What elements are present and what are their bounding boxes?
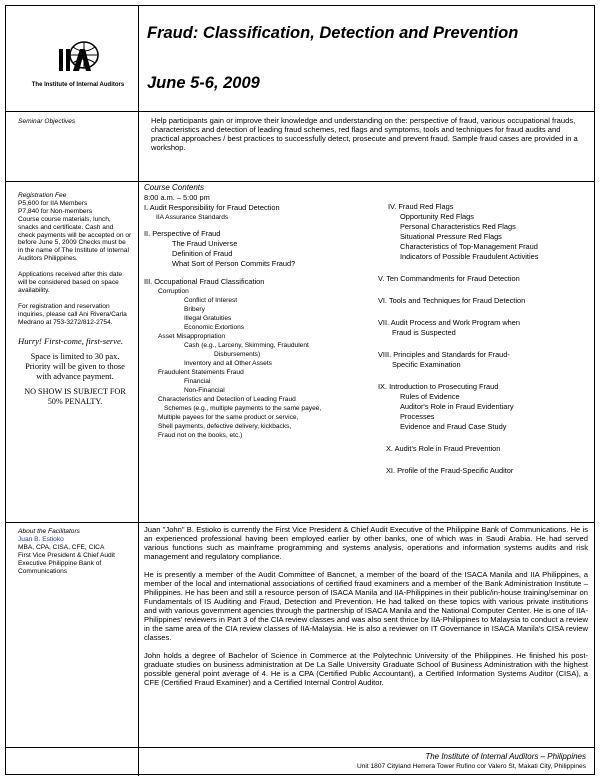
footer-address: Unit 1807 Cityland Herrera Tower Rufino cor Valero St, Makati City, Philippines (356, 763, 586, 770)
section-4: IV. Fraud Red Flags (388, 202, 454, 211)
logo-name: The Institute of Internal Auditors (31, 82, 125, 88)
section-2: II. Perspective of Fraud (144, 229, 221, 238)
space-note: Space is limited to 30 pax. Priority will be given to those with advance payment. (25, 351, 125, 381)
section-8-cont: Specific Examination (392, 360, 461, 369)
list-item: Rules of Evidence (400, 392, 460, 401)
footer-org: The Institute of Internal Auditors – Philippines (425, 752, 586, 761)
course-contents-right (378, 202, 590, 476)
column-divider (138, 6, 139, 776)
list-item: Shell payments, defective delivery, kickbacks, (158, 423, 292, 430)
subsection-statements: Fraudulent Statements Fraud (158, 369, 244, 376)
registration-info (18, 192, 132, 407)
subsection-asset: Asset Misappropriation (158, 333, 226, 340)
section-1: I. Audit Responsibility for Fraud Detection (144, 203, 280, 212)
hurry-note: Hurry! First-come, first-serve. (18, 335, 124, 346)
fee-members: P5,600 for IIA Members (18, 199, 88, 207)
list-item: Fraud not on the books, etc.) (158, 432, 243, 439)
facilitator-name: Juan B. Estioko (18, 535, 64, 543)
fee-details: Course course materials, lunch, snacks and certificate. Cash and check payments will be accepted on or before June 5, 2009 Checks must be in the name of The Institute of Internal Auditors Philippines. (18, 215, 132, 263)
list-item: Indicators of Possible Fraudulent Activities (400, 252, 539, 261)
list-item: Auditor's Role in Fraud Evidentiary (400, 402, 514, 411)
list-item: Cash (e.g., Larceny, Skimming, Fraudulent (184, 342, 309, 349)
section-9: IX. Introduction to Prosecuting Fraud (378, 382, 499, 391)
list-item: Financial (184, 378, 211, 385)
divider (6, 747, 594, 748)
bio-paragraph-1: Juan "John" B. Estioko is currently the First Vice President & Chief Audit Executive of the Philippine Bank of Communications. He is an experienced professional having been employed earlier by other banks, one of which was in Saudi Arabia. He had served various functions such as mainframe programming and systems analysis, operations and information systems audits and risk management and regulatory compliance. (144, 525, 588, 561)
page-title: Fraud: Classification, Detection and Prevention (147, 24, 519, 42)
fee-nonmembers: P7,840 for Non-members (18, 207, 93, 215)
iia-logo (28, 41, 128, 89)
subsection-characteristics: Characteristics and Detection of Leading Fraud (158, 396, 296, 403)
registration-title: Registration Fee (18, 192, 67, 199)
section-5: V. Ten Commandments for Fraud Detection (378, 274, 520, 283)
facilitator-bio (144, 525, 588, 687)
section-8: VIII. Principles and Standards for Fraud- (378, 350, 510, 359)
list-item: Processes (400, 412, 435, 421)
bio-paragraph-3: John holds a degree of Bachelor of Science in Commerce at the Polytechnic University of the Philippines. He finished his post-graduate studies on business administration at De La Salle University Graduate School of Business Administration with the highest possible general point average of 4. He is a CPA (Certified Public Accountant), a Certified Information Systems Auditor (CISA), a CFE (Certified Fraud Examiner) and a Certified Internal Control Auditor. (144, 651, 588, 687)
noshow-note: NO SHOW IS SUBJECT FOR 50% PENALTY. (24, 386, 126, 406)
bio-paragraph-2: He is presently a member of the Audit Committee of Bancnet, a member of the board of the ISACA Manila and IIA Philippines, a member of the local and international associations of certified fraud examiners and a member of the Bank Administration Institute – Philippines. He has been and still a resource person of ISACA Manila and IIA-Philippines in their public/in-house training/seminar on Fundamentals of IS Auditing and Fraud, Detection and Prevention. He had talked on these topics with various private institutions and with various government agencies through the partnership of ISACA Manila and the National Computer Center. He is one of IIA-Philippines' reviewers in Part 3 of the CIA review classes and was also sent thrice by IIA-Philippines to Malaysia to conduct a review in the same area of the CIA review classes of IIA-Malaysia. He is also a reviewer on IT Governance in ISACA Manila's CISA review classes. (144, 570, 588, 642)
objectives-text: Help participants gain or improve their knowledge and understanding on the: perspective of fraud, various occupational frauds, characteristics and detection of leading fraud schemes, red flags and symptoms, tools and techniques for fraud audits and practical approaches / best practices to successfully detect, prosecute and prevent fraud. Sample fraud cases are provided in a workshop. (151, 116, 578, 152)
facilitator-credentials: MBA, CPA, CISA, CFE, CICA (18, 543, 105, 551)
subsection-corruption: Corruption (158, 288, 189, 295)
section-11: XI. Profile of the Fraud-Specific Auditor (386, 466, 514, 475)
list-item: Characteristics of Top-Management Fraud (400, 242, 538, 251)
list-item: Inventory and all Other Assets (184, 360, 272, 367)
list-item: Situational Pressure Red Flags (400, 232, 502, 241)
section-6: VI. Tools and Techniques for Fraud Detection (378, 296, 526, 305)
list-item: Schemes (e.g., multiple payments to the same payee, (164, 405, 322, 412)
globe-logo-icon (55, 41, 101, 75)
list-item: Disbursements) (214, 351, 261, 358)
divider (6, 111, 594, 112)
list-item: Evidence and Fraud Case Study (400, 422, 507, 431)
inquiries-note: For registration and reservation inquiries, please call Ani Rivera/Carla Medrano at 753-3272/812-2754. (18, 302, 127, 326)
list-item: Illegal Gratuities (184, 315, 232, 322)
list-item: Economic Extortions (184, 324, 245, 331)
list-item: Definition of Fraud (172, 249, 233, 258)
list-item: Multiple payees for the same product or service, (158, 414, 299, 421)
facilitator-info (18, 528, 132, 575)
section-10: X. Audit's Role in Fraud Prevention (386, 444, 501, 453)
event-date: June 5-6, 2009 (147, 74, 260, 92)
section-7-cont: Fraud is Suspected (392, 328, 456, 337)
course-contents-left (144, 183, 382, 440)
divider (6, 181, 594, 182)
facilitator-heading: About the Facilitators (18, 528, 80, 535)
section-7: VII. Audit Process and Work Program when (378, 318, 520, 327)
list-item: Bribery (184, 306, 205, 313)
applications-note: Applications received after this date will be considered based on space availability. (18, 271, 123, 294)
section-3: III. Occupational Fraud Classification (144, 277, 265, 286)
facilitator-role: First Vice President & Chief Audit Executive Philippine Bank of Communications (18, 551, 115, 575)
list-item: Non-Financial (184, 387, 225, 394)
course-time: 8:00 a.m. – 5:00 pm (144, 193, 210, 202)
objectives-label: Seminar Objectives (18, 118, 76, 125)
divider (6, 522, 594, 523)
list-item: IIA Assurance Standards (156, 214, 229, 221)
course-heading: Course Contents (144, 183, 205, 192)
list-item: Opportunity Red Flags (400, 212, 474, 221)
list-item: Conflict of Interest (184, 297, 238, 304)
list-item: What Sort of Person Commits Fraud? (172, 259, 296, 268)
list-item: The Fraud Universe (172, 239, 238, 248)
list-item: Personal Characteristics Red Flags (400, 222, 516, 231)
flyer-page (5, 5, 595, 775)
